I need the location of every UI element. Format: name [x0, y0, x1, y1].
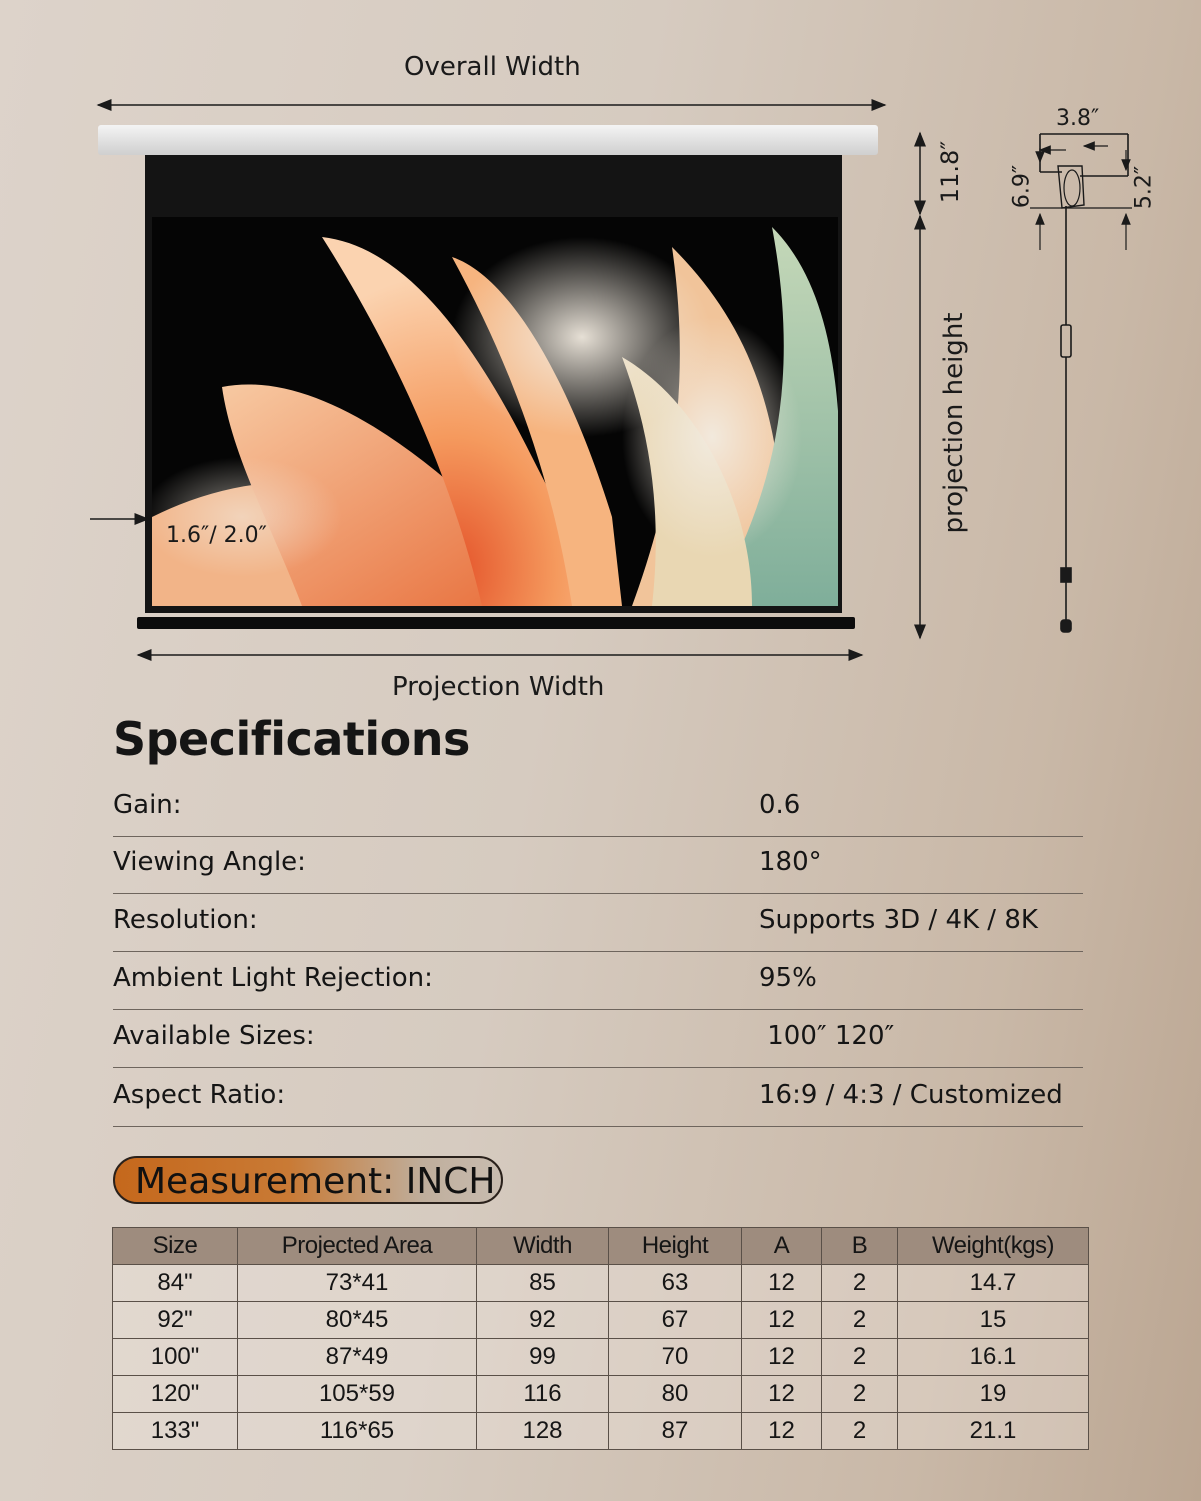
spec-label: Available Sizes: [113, 1021, 315, 1051]
table-cell: 2 [822, 1302, 898, 1339]
spec-value: 180° [759, 847, 822, 877]
table-cell: 12 [742, 1302, 822, 1339]
table-cell: 87*49 [238, 1339, 477, 1376]
border-label: 1.6″/ 2.0″ [166, 523, 267, 548]
table-cell: 67 [609, 1302, 742, 1339]
spec-value: 0.6 [759, 790, 801, 820]
side-depth-label: 3.8″ [1056, 106, 1100, 131]
table-cell: 92" [113, 1302, 238, 1339]
table-cell: 87 [609, 1413, 742, 1450]
spec-label: Viewing Angle: [113, 847, 306, 877]
spec-label: Ambient Light Rejection: [113, 963, 433, 993]
screen-bottom-bar [137, 617, 855, 629]
specifications-title: Specifications [113, 712, 470, 766]
table-cell: 12 [742, 1339, 822, 1376]
table-cell: 85 [477, 1265, 609, 1302]
spec-value: Supports 3D / 4K / 8K [759, 905, 1038, 935]
table-cell: 21.1 [898, 1413, 1089, 1450]
spec-row-viewing-angle [113, 837, 1083, 894]
column-header-weight: Weight(kgs) [898, 1228, 1089, 1265]
projection-width-label: Projection Width [392, 672, 605, 702]
column-header-projected-area: Projected Area [238, 1228, 477, 1265]
table-cell: 70 [609, 1339, 742, 1376]
spec-row-available-sizes [113, 1011, 1083, 1068]
table-cell: 120" [113, 1376, 238, 1413]
spec-label: Resolution: [113, 905, 258, 935]
table-header-row [113, 1228, 1089, 1265]
table-cell: 12 [742, 1376, 822, 1413]
side-right-height-label: 5.2″ [1131, 165, 1157, 210]
size-table [112, 1227, 1089, 1450]
projection-height-label: projection height [939, 312, 969, 534]
table-row [113, 1413, 1089, 1450]
table-cell: 116*65 [238, 1413, 477, 1450]
spec-value: 95% [759, 963, 817, 993]
table-cell: 116 [477, 1376, 609, 1413]
column-header-width: Width [477, 1228, 609, 1265]
table-row [113, 1302, 1089, 1339]
housing-height-label: 11.8″ [936, 140, 964, 204]
table-cell: 16.1 [898, 1339, 1089, 1376]
side-left-height-label: 6.9″ [1009, 164, 1035, 209]
table-row [113, 1376, 1089, 1413]
table-cell: 15 [898, 1302, 1089, 1339]
spec-value: 100″ 120″ [759, 1021, 895, 1051]
table-cell: 14.7 [898, 1265, 1089, 1302]
table-cell: 73*41 [238, 1265, 477, 1302]
table-cell: 2 [822, 1265, 898, 1302]
table-row [113, 1265, 1089, 1302]
side-view-profile [1030, 134, 1132, 632]
table-cell: 99 [477, 1339, 609, 1376]
column-header-size: Size [113, 1228, 238, 1265]
table-cell: 12 [742, 1413, 822, 1450]
overall-width-label: Overall Width [404, 52, 581, 82]
screen-housing [98, 125, 878, 155]
spec-label: Gain: [113, 790, 182, 820]
table-cell: 80*45 [238, 1302, 477, 1339]
table-cell: 105*59 [238, 1376, 477, 1413]
table-cell: 80 [609, 1376, 742, 1413]
table-cell: 84" [113, 1265, 238, 1302]
table-cell: 133" [113, 1413, 238, 1450]
table-cell: 63 [609, 1265, 742, 1302]
table-cell: 2 [822, 1376, 898, 1413]
spec-label: Aspect Ratio: [113, 1080, 286, 1110]
spec-row-resolution [113, 895, 1083, 952]
spec-row-gain [113, 780, 1083, 837]
column-header-a: A [742, 1228, 822, 1265]
table-cell: 12 [742, 1265, 822, 1302]
spec-row-aspect-ratio [113, 1070, 1083, 1127]
measurement-badge: Measurement: INCH [113, 1156, 503, 1204]
table-cell: 2 [822, 1413, 898, 1450]
table-row [113, 1339, 1089, 1376]
table-cell: 2 [822, 1339, 898, 1376]
table-cell: 128 [477, 1413, 609, 1450]
spec-value: 16:9 / 4:3 / Customized [759, 1080, 1063, 1110]
table-cell: 92 [477, 1302, 609, 1339]
table-cell: 19 [898, 1376, 1089, 1413]
table-cell: 100" [113, 1339, 238, 1376]
column-header-b: B [822, 1228, 898, 1265]
column-header-height: Height [609, 1228, 742, 1265]
spec-row-ambient-light [113, 953, 1083, 1010]
